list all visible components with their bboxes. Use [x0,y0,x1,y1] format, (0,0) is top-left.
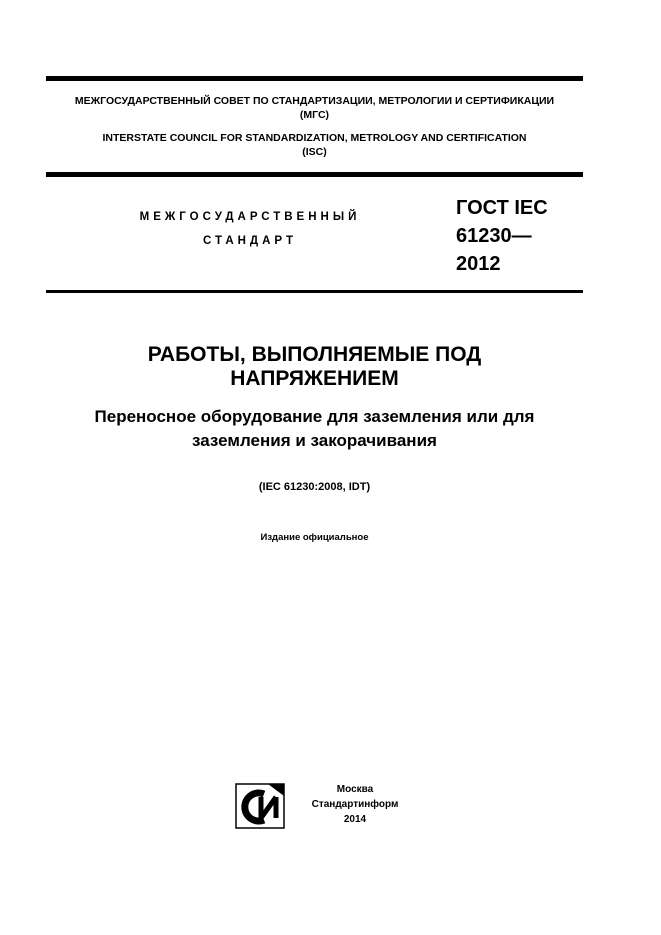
designation-line2: 61230— [456,225,532,247]
publisher-city: Москва [336,784,374,795]
standard-designation [456,194,548,278]
document-subtitle [46,405,583,453]
standartinform-logo [234,782,286,830]
edition-note: Издание официальное [260,532,369,543]
top-divider [46,76,583,81]
title-line1: РАБОТЫ, ВЫПОЛНЯЕМЫЕ ПОД [147,343,482,366]
publisher-name: Стандартинформ [311,799,399,810]
council-en-line1: INTERSTATE COUNCIL FOR STANDARDIZATION, METROLOGY AND CERTIFICATION [102,132,527,144]
designation-line3: 2012 [456,253,501,275]
subtitle-line2: заземления и закорачивания [192,431,437,450]
publisher-block [296,782,414,827]
standard-kind-line1: МЕЖГОСУДАРСТВЕННЫЙ [139,211,361,223]
council-ru-line1: МЕЖГОСУДАРСТВЕННЫЙ СОВЕТ ПО СТАНДАРТИЗАЦИИ, МЕТРОЛОГИИ И СЕРТИФИКАЦИИ [74,95,555,107]
council-name-ru [46,94,583,122]
document-title [46,343,583,391]
council-name-en [46,131,583,159]
subtitle-line1: Переносное оборудование для заземления или для [94,407,535,426]
bottom-divider [46,290,583,293]
council-en-line2: (ISC) [302,146,327,158]
standard-kind-line2: СТАНДАРТ [203,235,297,247]
council-ru-line2: (МГС) [299,109,330,121]
title-line2: НАПРЯЖЕНИЕМ [230,367,399,390]
iec-reference: (IEC 61230:2008, IDT) [258,481,371,493]
publisher-year: 2014 [343,814,367,825]
designation-line1: ГОСТ IEC [456,197,548,219]
middle-divider [46,172,583,177]
